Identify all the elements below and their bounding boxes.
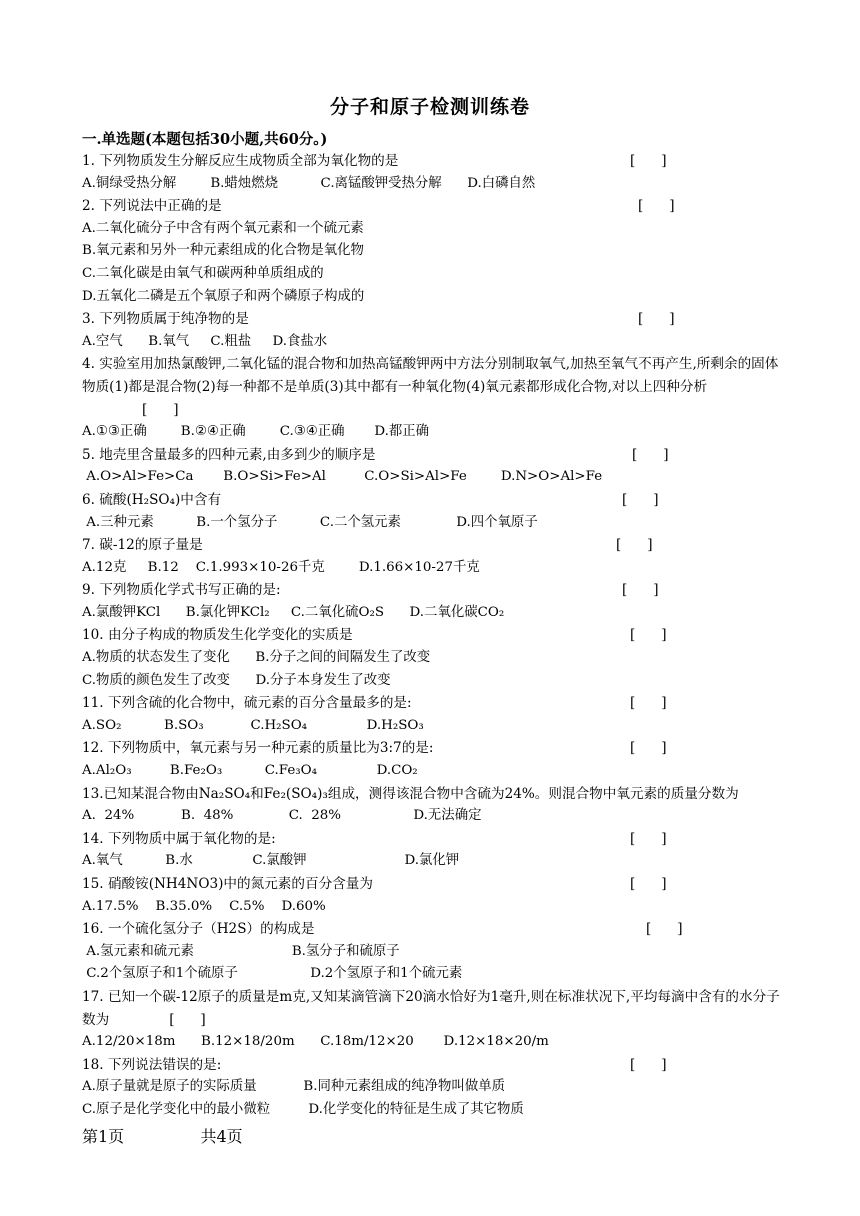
option-line: C.2个氢原子和1个硫原子 D.2个氢原子和1个硫元素 (82, 966, 463, 982)
option-line: A.12克 B.12 C.1.993×10-26千克 D.1.66×10-27千克 (82, 559, 480, 575)
question-text: 13.已知某混合物由Na₂SO₄和Fe₂(SO₄)₃组成，测得该混合物中含硫为24%。则混合物中氧元素的质量分数为 (82, 785, 739, 802)
option-line: A.①③正确 B.②④正确 C.③④正确 D.都正确 (82, 424, 430, 440)
question-block (82, 692, 782, 737)
answer-bracket: [ ] (630, 1056, 667, 1073)
option-line: B.氧元素和另外一种元素组成的化合物是氧化物 (82, 243, 364, 259)
answer-bracket: [ ] (630, 153, 667, 169)
question-text: 9. 下列物质化学式书写正确的是: (82, 582, 281, 599)
question-block (82, 624, 782, 692)
question-block (82, 918, 782, 986)
answer-bracket: [ ] (630, 876, 667, 892)
option-line: A. 24% B. 48% C. 28% D.无法确定 (82, 808, 482, 824)
answer-bracket: [ ] (646, 921, 683, 938)
answer-bracket: [ ] (622, 582, 659, 599)
answer-bracket: [ ] (632, 446, 669, 463)
answer-bracket: [ ] (630, 627, 667, 644)
option-line: A.氯酸钾KCl B.氯化钾KCl₂ C.二氧化硫O₂S D.二氧化碳CO₂ (82, 604, 505, 620)
option-line: C.二氧化碳是由氧气和碳两种单质组成的 (82, 265, 324, 281)
page-footer: 第1页 共4页 (82, 1127, 243, 1146)
question-stem (82, 828, 782, 851)
question-stem (82, 353, 780, 421)
question-stem (82, 579, 782, 602)
question-stem (82, 783, 782, 806)
option-line: A.物质的状态发生了变化 B.分子之间的间隔发生了改变 (82, 650, 431, 666)
question-block (82, 195, 782, 308)
answer-bracket: [ ] (630, 830, 667, 847)
option-line: D.五氧化二磷是五个氧原子和两个磷原子构成的 (82, 288, 365, 304)
question-text: 10. 由分子构成的物质发生化学变化的实质是 (82, 627, 353, 644)
answer-bracket: [ ] (616, 537, 653, 554)
question-text: 18. 下列说法错误的是: (82, 1056, 222, 1073)
question-block (82, 444, 782, 489)
question-text: 7. 碳-12的原子量是 (82, 537, 203, 554)
option-line: A.原子量就是原子的实际质量 B.同种元素组成的纯净物叫做单质 (82, 1079, 505, 1095)
question-text: 1. 下列物质发生分解反应生成物质全部为氧化物的是 (82, 153, 399, 169)
question-text: 3. 下列物质属于纯净物的是 (82, 311, 249, 328)
question-stem (82, 873, 782, 896)
option-line: A.Al₂O₃ B.Fe₂O₃ C.Fe₃O₄ D.CO₂ (82, 763, 418, 779)
page-title: 分子和原子检测训练卷 (329, 96, 530, 118)
question-stem (82, 195, 782, 218)
question-block (82, 737, 782, 782)
question-text: 2. 下列说法中正确的是 (82, 198, 222, 215)
question-text: 5. 地壳里含量最多的四种元素,由多到少的顺序是 (82, 446, 376, 463)
question-block (82, 873, 782, 918)
question-text: 16. 一个硫化氢分子（H2S）的构成是 (82, 921, 315, 938)
question-block (82, 828, 782, 873)
option-line: A.二氧化硫分子中含有两个氧元素和一个硫元素 (82, 220, 364, 236)
question-block (82, 986, 782, 1054)
section-heading: 一.单选题(本题包括30小题,共60分。) (82, 131, 328, 148)
question-list (82, 150, 782, 1122)
question-block (82, 783, 782, 828)
question-text: 11. 下列含硫的化合物中，硫元素的百分含量最多的是: (82, 695, 412, 712)
option-line: A.空气 B.氧气 C.粗盐 D.食盐水 (82, 333, 328, 349)
answer-bracket: [ ] (638, 311, 675, 328)
question-stem (82, 489, 782, 512)
option-line: A.氧气 B.水 C.氯酸钾 D.氯化钾 (82, 853, 460, 869)
question-stem (82, 308, 782, 331)
option-line: A.12/20×18m B.12×18/20m C.18m/12×20 D.12×18×20/m (82, 1034, 549, 1050)
question-stem (82, 986, 780, 1031)
question-block (82, 1054, 782, 1122)
question-stem (82, 737, 782, 760)
question-block (82, 308, 782, 353)
option-line: A.氢元素和硫元素 B.氢分子和硫原子 (82, 943, 400, 959)
question-stem (82, 1054, 782, 1077)
question-block (82, 353, 782, 443)
question-stem (82, 692, 782, 715)
question-text: 14. 下列物质中属于氧化物的是: (82, 830, 276, 847)
question-block (82, 489, 782, 534)
question-stem (82, 150, 782, 173)
answer-bracket: [ ] (630, 695, 667, 712)
question-block (82, 579, 782, 624)
question-text: 6. 硫酸(H₂SO₄)中含有 (82, 491, 222, 508)
option-line: A.17.5% B.35.0% C.5% D.60% (82, 898, 326, 914)
question-text: 12. 下列物质中，氧元素与另一种元素的质量比为3:7的是: (82, 740, 434, 757)
option-line: C.物质的颜色发生了改变 D.分子本身发生了改变 (82, 672, 391, 688)
option-line: A.O>Al>Fe>Ca B.O>Si>Fe>Al C.O>Si>Al>Fe D.N>O>Al>Fe (82, 469, 603, 485)
question-text: 4. 实验室用加热氯酸钾,二氧化锰的混合物和加热高锰酸钾两中方法分别制取氧气,加热至氧气不再产生,所剩余的固体物质(1)都是混合物(2)每一种都不是单质(3)其中都有一种氧化物(4)氧元素都形成化合物,对以上四种分析 (82, 356, 779, 395)
question-block (82, 534, 782, 579)
question-stem (82, 918, 782, 941)
question-text: 17. 已知一个碳-12原子的质量是m克,又知某滴管滴下20滴水恰好为1毫升,则在标准状况下,平均每滴中含有的水分子数为 (82, 988, 780, 1028)
answer-bracket: [ ] (630, 740, 667, 757)
question-stem (82, 624, 782, 647)
option-line: A.SO₂ B.SO₃ C.H₂SO₄ D.H₂SO₃ (82, 717, 424, 733)
question-text: 15. 硝酸铵(NH4NO3)中的氮元素的百分含量为 (82, 876, 373, 892)
question-stem (82, 534, 782, 557)
option-line: C.原子是化学变化中的最小微粒 D.化学变化的特征是生成了其它物质 (82, 1101, 524, 1117)
question-block (82, 150, 782, 195)
option-line: A.三种元素 B.一个氢分子 C.二个氢元素 D.四个氧原子 (82, 514, 538, 530)
answer-bracket: [ ] (169, 1011, 206, 1028)
answer-bracket: [ ] (142, 401, 179, 418)
answer-bracket: [ ] (638, 198, 675, 215)
option-line: A.铜绿受热分解 B.蜡烛燃烧 C.离锰酸钾受热分解 D.白磷自然 (82, 175, 536, 191)
question-stem (82, 444, 782, 467)
answer-bracket: [ ] (622, 491, 659, 508)
